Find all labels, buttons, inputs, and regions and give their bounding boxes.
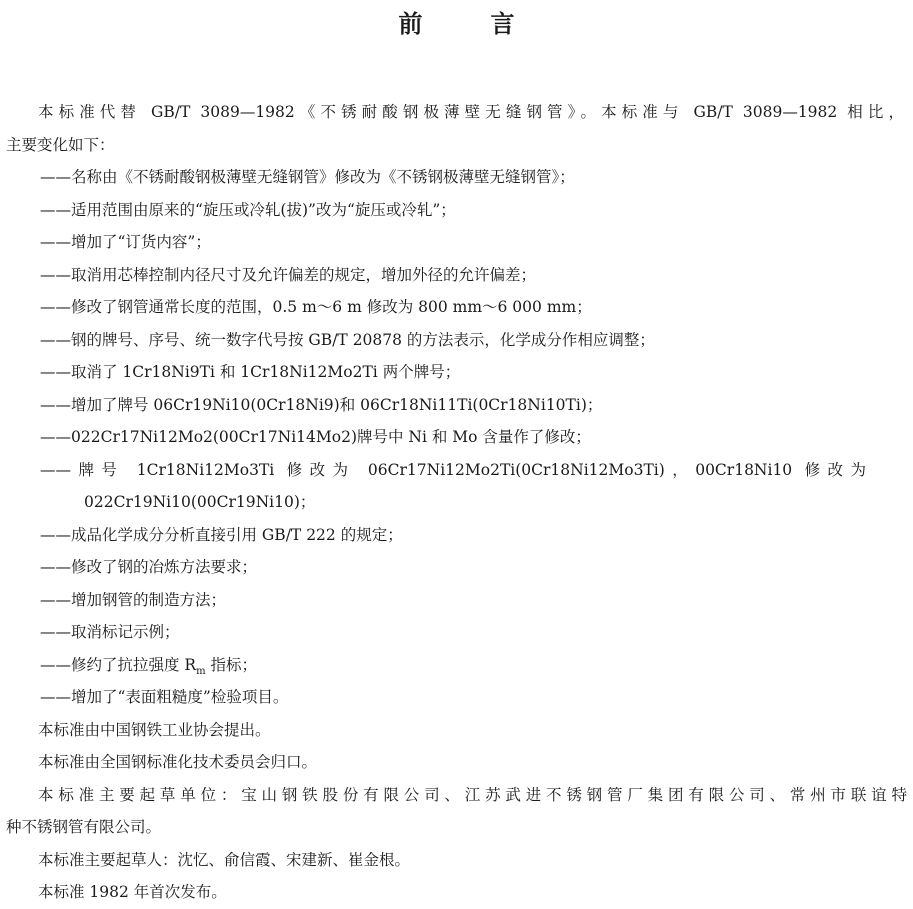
change-item-11: ——成品化学成分分析直接引用 GB/T 222 的规定； <box>40 525 403 544</box>
change-item-6: ——钢的牌号、序号、统一数字代号按 GB/T 20878 的方法表示，化学成分作相应调整； <box>40 330 655 349</box>
change-item-2: ——适用范围由原来的“旋压或冷轧(拔)”改为“旋压或冷轧”； <box>40 200 456 219</box>
drafting-units-line-2: 种不锈钢管有限公司。 <box>6 818 162 836</box>
change-item-15 <box>0 649 913 682</box>
change-item-1: ——名称由《不锈耐酸钢极薄壁无缝钢管》修改为《不锈钢极薄壁无缝钢管》； <box>40 168 575 186</box>
change-item-8: ——增加了牌号 06Cr19Ni10(0Cr18Ni9)和 06Cr18Ni11Ti(0Cr18Ni10Ti)； <box>40 395 603 414</box>
change-item-16: ——增加了“表面粗糙度”检验项目。 <box>40 688 289 706</box>
change-item-4: ——取消用芯棒控制内径尺寸及允许偏差的规定，增加外径的允许偏差； <box>40 265 537 284</box>
change-item-14: ——取消标记示例； <box>40 623 180 641</box>
change-item-12: ——修改了钢的冶炼方法要求； <box>40 558 258 576</box>
intro-paragraph-line-1: 本标准代替 GB/T 3089—1982《不锈耐酸钢极薄壁无缝钢管》。本标准与 GB/T 3089—1982 相比， <box>38 103 904 121</box>
rm-subscript: m <box>196 665 206 677</box>
change-item-10-line-2: 022Cr19Ni10(00Cr19Ni10)； <box>84 493 316 511</box>
drafters-paragraph: 本标准主要起草人：沈忆、俞信霞、宋建新、崔金根。 <box>38 850 411 869</box>
first-issue-paragraph: 本标准 1982 年首次发布。 <box>38 883 227 901</box>
drafting-units-line-1: 本标准主要起草单位：宝山钢铁股份有限公司、江苏武进不锈钢管厂集团有限公司、常州市联谊特 <box>38 785 907 804</box>
centralized-by-paragraph: 本标准由全国钢标准化技术委员会归口。 <box>38 753 318 771</box>
change-item-15-text: ——修约了抗拉强度 R <box>40 655 197 674</box>
intro-paragraph-line-2: 主要变化如下： <box>6 135 115 154</box>
change-item-13: ——增加钢管的制造方法； <box>40 590 227 609</box>
change-item-10-line-1: ——牌号 1Cr18Ni12Mo3Ti 修改为 06Cr17Ni12Mo2Ti(0Cr18Ni12Mo3Ti)，00Cr18Ni10 修改为 <box>40 460 866 479</box>
change-item-7: ——取消了 1Cr18Ni9Ti 和 1Cr18Ni12Mo2Ti 两个牌号； <box>40 363 461 381</box>
change-item-9: ——022Cr17Ni12Mo2(00Cr17Ni14Mo2)牌号中 Ni 和 Mo 含量作了修改； <box>40 428 591 446</box>
proposed-by-paragraph: 本标准由中国钢铁工业协会提出。 <box>38 720 271 739</box>
change-item-3: ——增加了“订货内容”； <box>40 233 211 251</box>
page-title: 前 言 <box>398 10 537 38</box>
foreword-body <box>0 96 913 909</box>
change-item-5: ——修改了钢管通常长度的范围，0.5 m～6 m 修改为 800 mm～6 000 mm； <box>40 298 592 316</box>
change-item-15-suffix: 指标； <box>205 655 258 674</box>
